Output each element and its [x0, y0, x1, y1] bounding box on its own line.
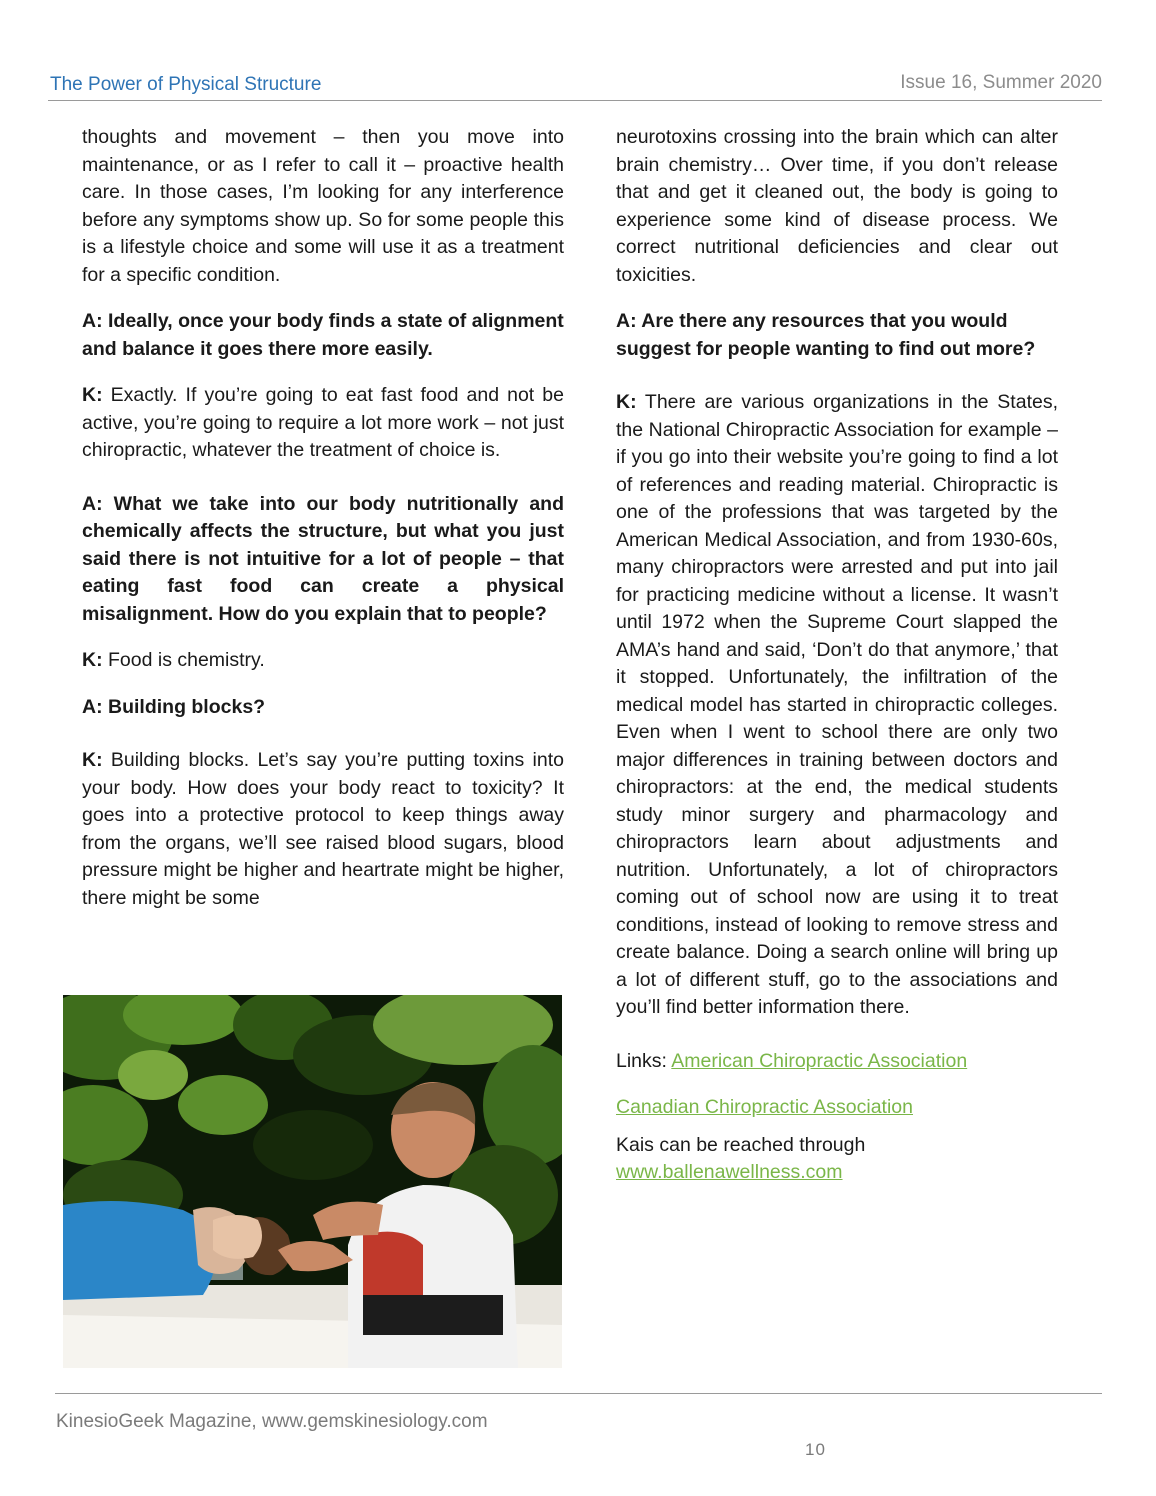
american-chiropractic-link[interactable]: American Chiropractic Association — [671, 1049, 968, 1072]
footer-text: KinesioGeek Magazine, www.gemskinesiology.com — [56, 1411, 488, 1432]
interview-question: A: Ideally, once your body finds a state of alignment and balance it goes there more easily. — [82, 310, 564, 360]
footer-divider — [55, 1393, 1102, 1394]
contact-text: Kais can be reached through — [616, 1133, 866, 1156]
chiropractic-photo — [63, 995, 562, 1368]
speaker-label: K: — [82, 649, 103, 671]
speaker-label: K: — [82, 384, 103, 406]
running-title: The Power of Physical Structure — [50, 74, 322, 95]
left-column — [82, 124, 564, 931]
answer-text: Building blocks. Let’s say you’re putting toxins into your body. How does your body react to toxicity? It goes into a protective protocol to keep things away from the organs, we’ll see raised blood sugars, blood pressure might be higher and heartrate might be higher, there might be some — [82, 749, 564, 909]
right-column — [616, 124, 1058, 1206]
links-line — [616, 1094, 1058, 1122]
interview-question: A: Building blocks? — [82, 695, 266, 718]
page-number: 10 — [805, 1440, 826, 1459]
interview-answer — [82, 647, 564, 675]
paragraph: neurotoxins crossing into the brain which can alter brain chemistry… Over time, if you don’t release that and get it cleaned out, the body is going to experience some kind of disease process. We correct nutritional deficiencies and clear out toxicities. — [616, 126, 1058, 286]
interview-question: A: Are there any resources that you would suggest for people wanting to find out more? — [616, 310, 1036, 360]
answer-text: There are various organizations in the States, the National Chiropractic Association for example – if you go into their website you’re going to find a lot of references and reading material. Chiropractic is one of the professions that was targeted by the American Medical Association, and from 1930-60s, many chiropractors were arrested and put into jail for practicing medicine without a license. It wasn’t until 1972 when the Supreme Court slapped the AMA’s hand and said, ‘Don’t do that anymore,’ that it stopped. Unfortunately, the infiltration of the medical model has started in chiropractic colleges. Even when I went to school there are only two major differences in training between doctors and chiropractors: at the end, the medical students study minor surgery and pharmacology and chiropractors learn about adjustments and nutrition. Unfortunately, a lot of chiropractors coming out of school now are using it to treat conditions, instead of looking to remove stress and create balance. Doing a search online will bring up a lot of different stuff, go to the associations and you’ll find better information there. — [616, 391, 1058, 1018]
website-link[interactable]: www.ballenawellness.com — [616, 1161, 843, 1183]
answer-text: Exactly. If you’re going to eat fast food and not be active, you’re going to require a lot more work – not just chiropractic, whatever the treatment of choice is. — [82, 384, 564, 461]
speaker-label: K: — [82, 749, 103, 771]
canadian-chiropractic-link[interactable]: Canadian Chiropractic Association — [616, 1096, 913, 1118]
links-label: Links: — [616, 1049, 672, 1072]
interview-answer — [616, 389, 1058, 1022]
interview-question: A: What we take into our body nutritionally and chemically affects the structure, but what you just said there is not intuitive for a lot of people – that eating fast food can create a physical misalignment. How do you explain that to people? — [82, 492, 564, 625]
links-line — [616, 1048, 1058, 1076]
page-header — [48, 72, 1102, 101]
interview-answer — [82, 382, 564, 465]
answer-text: Food is chemistry. — [102, 649, 265, 671]
issue-label: Issue 16, Summer 2020 — [900, 72, 1102, 93]
speaker-label: K: — [616, 391, 637, 413]
interview-answer — [82, 747, 564, 912]
paragraph: thoughts and movement – then you move into maintenance, or as I refer to call it – proactive health care. In those cases, I’m looking for any interference before any symptoms show up. So for some people this is a lifestyle choice and some will use it as a treatment for a specific condition. — [82, 126, 564, 286]
contact-info — [616, 1132, 1058, 1187]
